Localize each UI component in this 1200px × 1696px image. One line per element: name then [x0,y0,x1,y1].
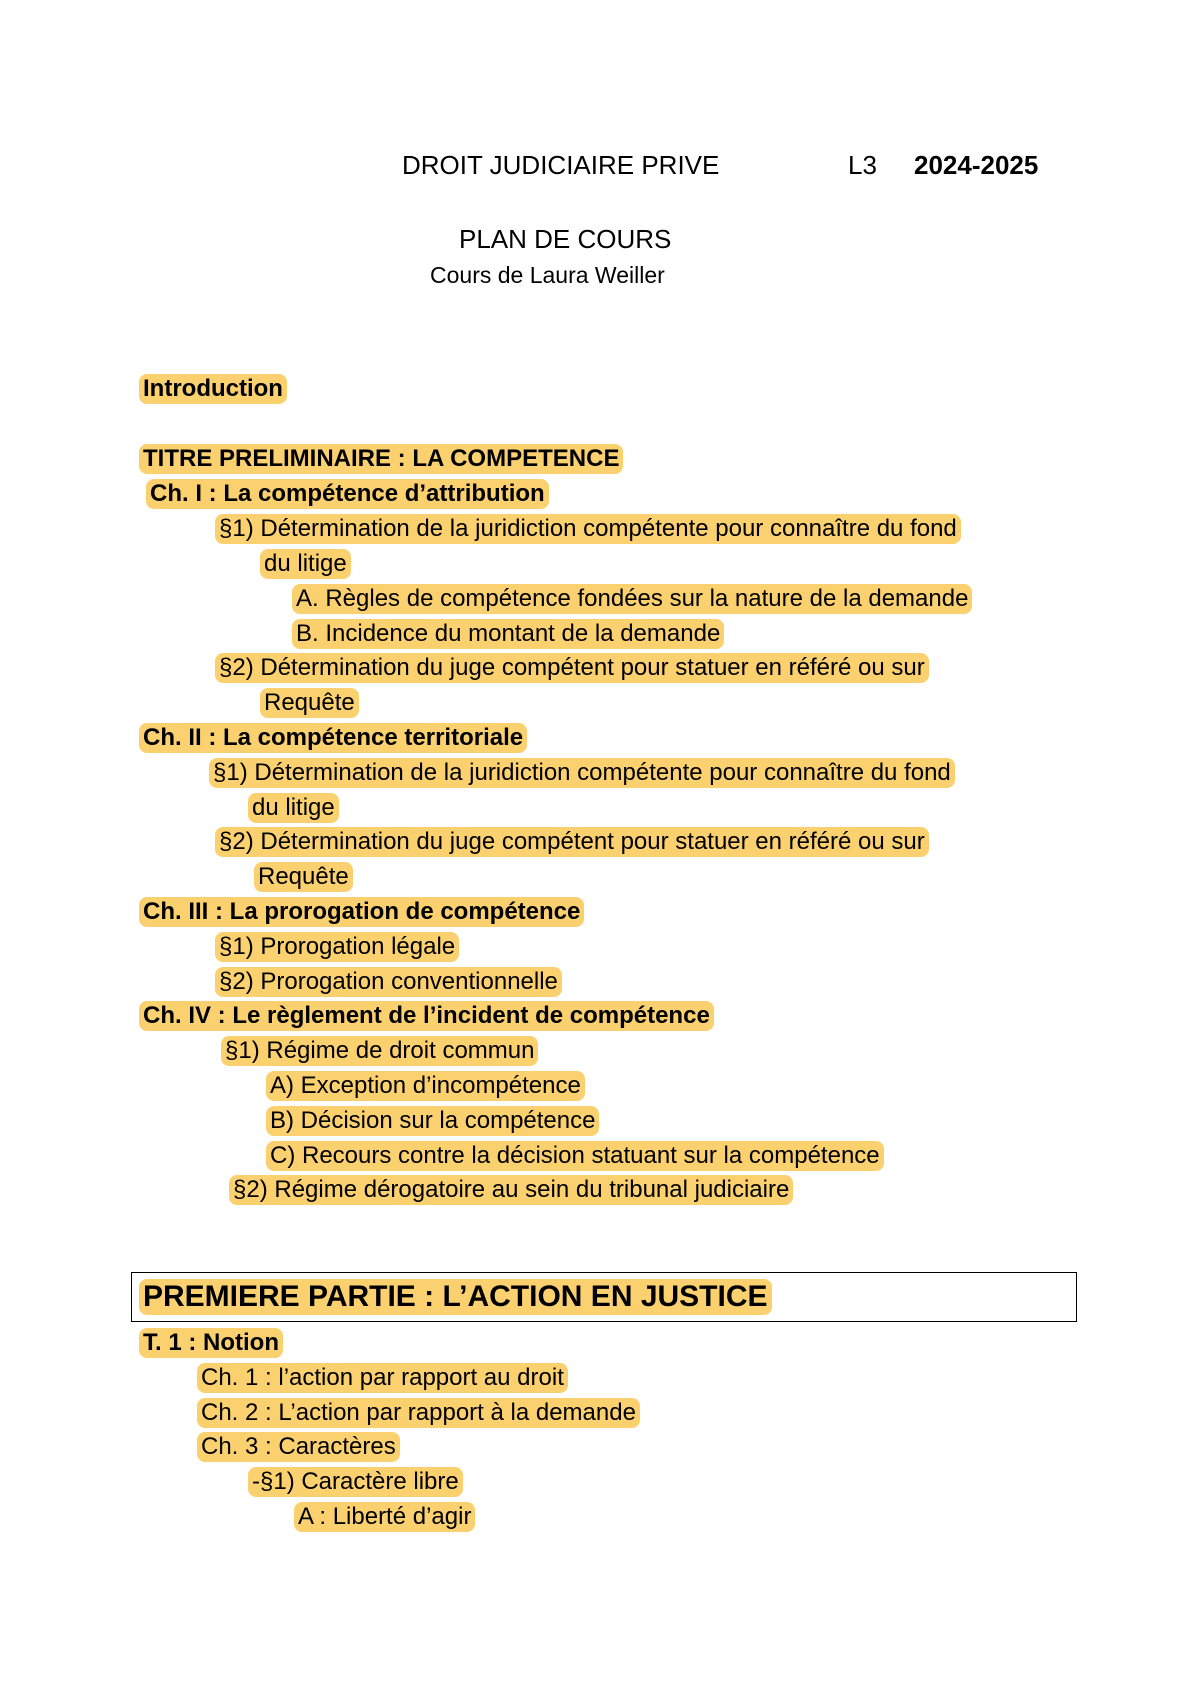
outline-title-1: T. 1 : Notion [139,1328,283,1358]
outline-ch2-section-1-cont: du litige [248,793,339,823]
outline-t1-ch3-s1-item-a: A : Liberté d’agir [294,1502,475,1532]
plan-title: PLAN DE COURS [459,224,672,254]
outline-ch4-s1-item-b: B) Décision sur la compétence [266,1106,599,1136]
outline-t1-ch3-section-1: -§1) Caractère libre [248,1467,463,1497]
course-title: DROIT JUDICIAIRE PRIVE [402,150,720,180]
outline-introduction: Introduction [139,374,287,404]
outline-ch4-s1-item-a: A) Exception d’incompétence [266,1071,585,1101]
outline-t1-chapter-1: Ch. 1 : l’action par rapport au droit [197,1363,568,1393]
outline-chapter-1: Ch. I : La compétence d’attribution [146,479,549,509]
outline-ch1-section-1-cont: du litige [260,549,351,579]
outline-ch3-section-2: §2) Prorogation conventionnelle [215,967,562,997]
outline-ch4-s1-item-c: C) Recours contre la décision statuant sur la compétence [266,1141,884,1171]
course-level: L3 [848,150,877,180]
outline-chapter-4: Ch. IV : Le règlement de l’incident de compétence [139,1001,714,1031]
outline-chapter-2: Ch. II : La compétence territoriale [139,723,527,753]
outline-ch1-section-1: §1) Détermination de la juridiction compétente pour connaître du fond [215,514,961,544]
outline-chapter-3: Ch. III : La prorogation de compétence [139,897,584,927]
academic-year: 2024-2025 [914,150,1039,180]
outline-ch1-section-2-cont: Requête [260,688,359,718]
outline-ch3-section-1: §1) Prorogation légale [215,932,459,962]
outline-ch4-section-2: §2) Régime dérogatoire au sein du tribunal judiciaire [229,1175,793,1205]
outline-ch1-section-2: §2) Détermination du juge compétent pour statuer en référé ou sur [215,653,929,683]
outline-ch1-s1-item-b: B. Incidence du montant de la demande [292,619,724,649]
outline-t1-chapter-2: Ch. 2 : L’action par rapport à la demande [197,1398,640,1428]
outline-ch2-section-1: §1) Détermination de la juridiction compétente pour connaître du fond [209,758,955,788]
outline-ch2-section-2: §2) Détermination du juge compétent pour statuer en référé ou sur [215,827,929,857]
outline-titre-preliminaire: TITRE PRELIMINAIRE : LA COMPETENCE [139,444,623,474]
outline-ch1-s1-item-a: A. Règles de compétence fondées sur la nature de la demande [292,584,972,614]
outline-premiere-partie: PREMIERE PARTIE : L’ACTION EN JUSTICE [139,1279,772,1315]
outline-ch4-section-1: §1) Régime de droit commun [221,1036,538,1066]
outline-ch2-section-2-cont: Requête [254,862,353,892]
outline-t1-chapter-3: Ch. 3 : Caractères [197,1432,400,1462]
course-author: Cours de Laura Weiller [430,262,665,288]
